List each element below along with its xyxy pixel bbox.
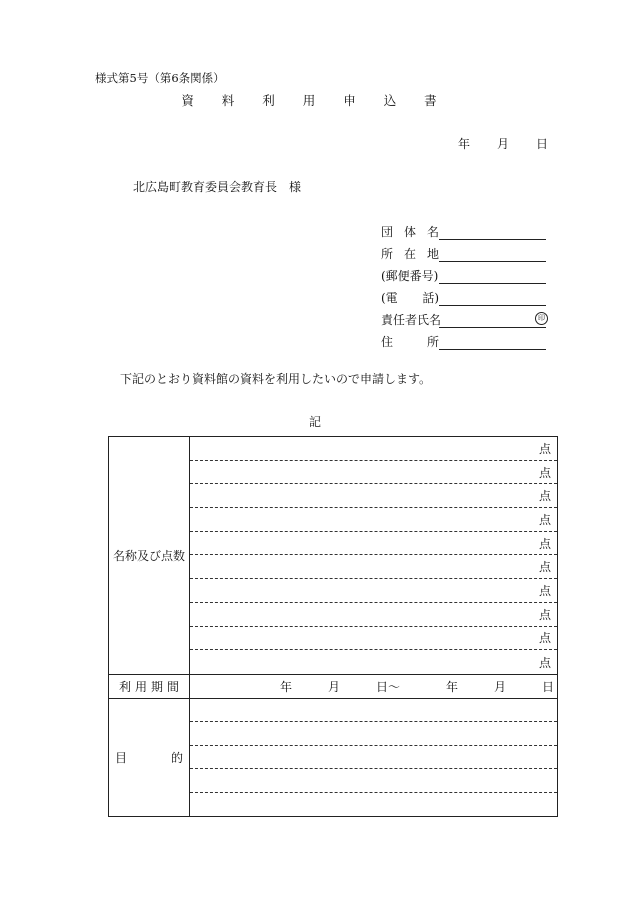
period-label: 利 用 期 間 — [109, 674, 190, 698]
responsible-name-field[interactable] — [439, 313, 546, 328]
application-statement: 下記のとおり資料館の資料を利用したいので申請します。 — [120, 372, 432, 386]
applicant-row-address — [381, 328, 551, 350]
period-end-year: 年 — [446, 679, 459, 694]
item-row[interactable]: 点 — [190, 555, 557, 579]
purpose-row[interactable] — [190, 699, 557, 723]
purpose-cell — [190, 698, 558, 817]
applicant-row-responsible — [381, 306, 551, 328]
applicant-label: 責任者氏名 — [381, 313, 442, 327]
purpose-row[interactable] — [190, 746, 557, 770]
period-start-month: 月 — [328, 679, 341, 694]
item-row[interactable]: 点 — [190, 508, 557, 532]
applicant-label: (郵便番号) — [381, 269, 439, 283]
application-table — [108, 436, 558, 817]
location-field[interactable] — [439, 247, 546, 262]
items-label: 名称及び点数 — [109, 437, 190, 675]
item-row[interactable]: 点 — [190, 627, 557, 651]
period-section — [109, 674, 558, 698]
item-row[interactable]: 点 — [190, 532, 557, 556]
date-year: 年 — [458, 137, 471, 151]
addressee: 北広島町教育委員会教育長 様 — [133, 180, 302, 194]
item-row[interactable]: 点 — [190, 603, 557, 627]
purpose-label: 目 的 — [109, 698, 190, 817]
date-month: 月 — [496, 137, 509, 151]
item-row[interactable]: 点 — [190, 461, 557, 485]
applicant-label: 団 体 名 — [381, 225, 439, 239]
period-end-month: 月 — [494, 679, 507, 694]
org-name-field[interactable] — [439, 225, 546, 240]
applicant-row-postal — [381, 262, 551, 284]
items-section — [109, 437, 558, 675]
seal-mark-icon: 印 — [535, 312, 548, 325]
date-day: 日 — [535, 137, 548, 151]
applicant-label: 住 所 — [381, 335, 439, 349]
purpose-row[interactable] — [190, 722, 557, 746]
phone-field[interactable] — [439, 291, 546, 306]
applicant-row-org-name — [381, 218, 551, 240]
purpose-row[interactable] — [190, 769, 557, 793]
applicant-row-phone — [381, 284, 551, 306]
item-row[interactable]: 点 — [190, 484, 557, 508]
item-row[interactable]: 点 — [190, 437, 557, 461]
period-start-year: 年 — [280, 679, 293, 694]
period-cell[interactable] — [190, 674, 558, 698]
purpose-row[interactable] — [190, 793, 557, 817]
items-cell — [190, 437, 558, 675]
form-number: 様式第5号（第6条関係） — [95, 71, 225, 85]
postal-code-field[interactable] — [439, 269, 546, 284]
applicant-block — [381, 218, 551, 350]
item-row[interactable]: 点 — [538, 655, 551, 670]
item-row[interactable]: 点 — [190, 579, 557, 603]
purpose-section — [109, 698, 558, 817]
applicant-label: 所 在 地 — [381, 247, 439, 261]
date-line — [458, 135, 548, 152]
form-title: 資 料 利 用 申 込 書 — [181, 93, 449, 108]
period-start-day: 日〜 — [376, 679, 401, 694]
ki-heading: 記 — [308, 415, 321, 429]
applicant-label: (電 話) — [381, 291, 439, 305]
applicant-row-location — [381, 240, 551, 262]
address-field[interactable] — [439, 335, 546, 350]
period-end-day: 日 — [542, 679, 555, 694]
